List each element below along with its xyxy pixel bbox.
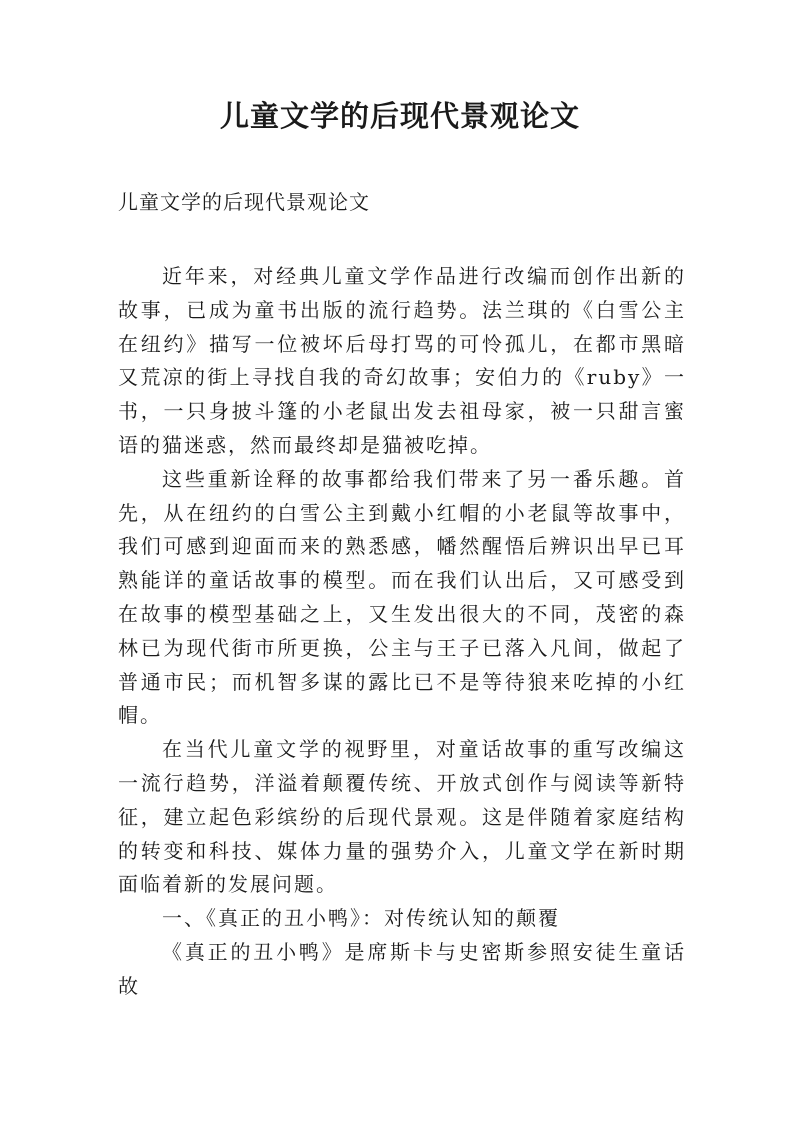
section-heading: 一、《真正的丑小鸭》：对传统认知的颠覆 xyxy=(162,906,560,931)
document-subtitle: 儿童文学的后现代景观论文 xyxy=(118,190,370,214)
paragraph: 近年来，对经典儿童文学作品进行改编而创作出新的故事，已成为童书出版的流行趋势。法兰琪的《白雪公主在纽约》描写一位被坏后母打骂的可怜孤儿，在都市黑暗又荒凉的街上寻找自我的奇幻故事；安伯力的《ruby》一书，一只身披斗篷的小老鼠出发去祖母家，被一只甜言蜜语的猫迷惑，然而最终却是猫被吃掉。 xyxy=(118,264,686,457)
document-body xyxy=(118,260,686,1004)
document-title: 儿童文学的后现代景观论文 xyxy=(219,99,580,133)
paragraph: 在当代儿童文学的视野里，对童话故事的重写改编这一流行趋势，洋溢着颠覆传统、开放式创作与阅读等新特征，建立起色彩缤纷的后现代景观。这是伴随着家庭结构的转变和科技、媒体力量的强势介入，儿童文学在新时期面临着新的发展问题。 xyxy=(118,737,686,897)
paragraph: 这些重新诠释的故事都给我们带来了另一番乐趣。首先，从在纽约的白雪公主到戴小红帽的小老鼠等故事中，我们可感到迎面而来的熟悉感，幡然醒悟后辨识出早已耳熟能详的童话故事的模型。而在我们认出后，又可感受到在故事的模型基础之上，又生发出很大的不同，茂密的森林已为现代街市所更换，公主与王子已落入凡间，做起了普通市民；而机智多谋的露比已不是等待狼来吃掉的小红帽。 xyxy=(118,466,686,728)
paragraph: 《真正的丑小鸭》是席斯卡与史密斯参照安徒生童话故 xyxy=(118,939,686,998)
